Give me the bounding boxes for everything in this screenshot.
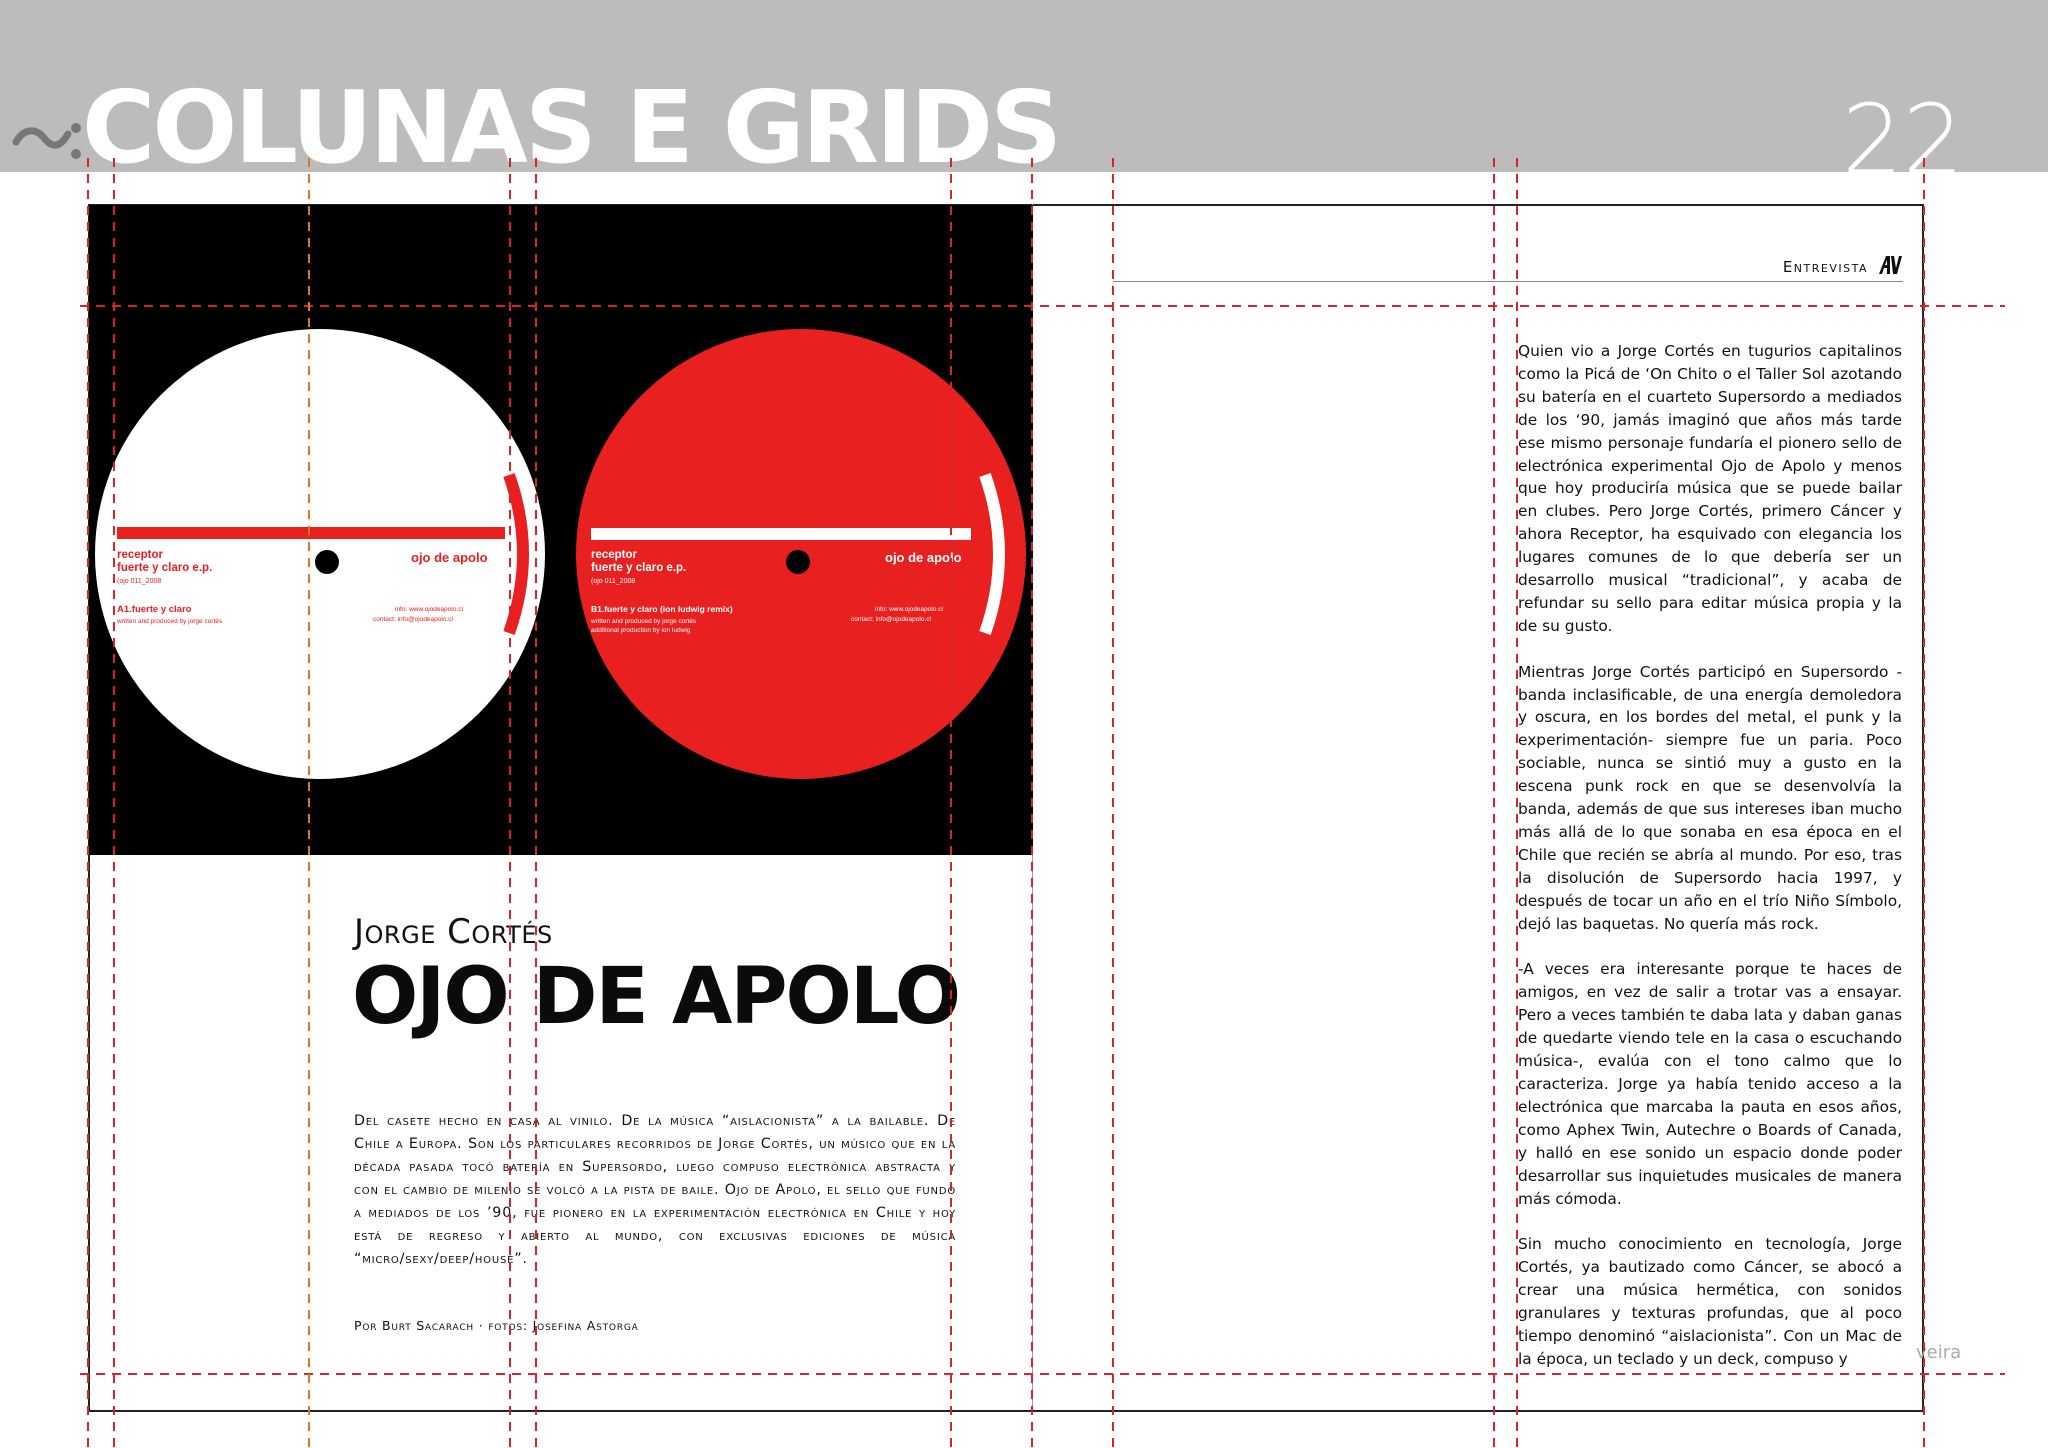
body-paragraph: Mientras Jorge Cortés participó en Supersordo -banda inclasificable, de una energía demoledora y oscura, en los bordes del metal, el punk y la experimentación- siempre fue un paria. Poco sociable, nunca se sintió muy a gusto en la escena punk rock en que se desenvolvía la banda, además de que sus intereses iban mucho más allá de lo que sonaba en esa época en el Chile que recién se abría al mundo. Por eso, tras la disolución de Supersordo hacia 1997, y después de tocar un año en el trío Niño Símbolo, dejó las baquetas. No quería más rock. <box>1518 662 1902 933</box>
tilde-colon-mark-icon <box>12 114 82 164</box>
body-paragraph: Quien vio a Jorge Cortés en tugurios capitalinos como la Picá de ‘On Chito o el Taller Sol azotando su batería en el cuarteto Supersordo a mediados de los ‘90, jamás imaginó que años más tarde ese mismo personaje fundaría el pionero sello de electrónica experimental Ojo de Apolo y menos que hoy produciría música que se puede bailar en clubes. Pero Jorge Cortés, primero Cáncer y ahora Receptor, ha esquivado con elegancia los lugares comunes de lo que debería ser un desarrollo musical “tradicional”, y acaba de refundar su sello para editar música propia y la de su gusto. <box>1518 342 1902 635</box>
article-lead: Del casete hecho en casa al vinilo. De la música “aislacionista” a la bailable. De Chile a Europa. Son los particulares recorridos de Jorge Cortés, un músico que en la década pasada tocó batería en Supersordo, luego compuso electrónica abstracta y con el cambio de milenio se volcó a la pista de baile. Ojo de Apolo, el sello que fundó a mediados de los ’90, fue pionero en la experimentación electrónica en Chile y hoy está de regreso y abierto al mundo, con exclusivas ediciones de música “micro/sexy/deep/house”. <box>354 1113 956 1267</box>
red-record-info: info: www.ojodeapolo.cl <box>875 606 943 613</box>
av-logo-icon <box>1878 255 1902 275</box>
article-kicker: Jorge Cortés <box>354 912 553 952</box>
red-record-track-credit: written and produced by jorge cortés <box>591 618 697 625</box>
white-record-track-credit: written and produced by jorge cortés <box>117 618 223 625</box>
records-illustration <box>89 205 1033 855</box>
page-title: COLUNAS E GRIDS <box>82 69 1060 186</box>
record-photo <box>89 205 1033 855</box>
red-record-track-credit-2: additional production by ion ludwig <box>591 627 691 634</box>
margin-fragment: veira <box>1916 1342 1962 1363</box>
white-record-contact: contact: info@ojodeapolo.cl <box>373 616 453 623</box>
white-record-catalog: (ojo 011_2008 <box>117 578 162 585</box>
white-record-info: info: www.ojodeapolo.cl <box>395 606 463 613</box>
white-record-release: fuerte y claro e.p. <box>117 562 213 574</box>
white-record <box>95 329 545 779</box>
red-record-artist: receptor <box>591 549 638 561</box>
right-page-top-rule <box>1113 281 1903 282</box>
white-record-track: A1.fuerte y claro <box>117 604 192 615</box>
body-column <box>1518 340 1902 1370</box>
body-paragraph: Sin mucho conocimiento en tecnología, Jorge Cortés, ya bautizado como Cáncer, se abocó a crear una música hermética, con sonidos granulares y texturas profundas, que al poco tiempo denominó “aislacionista”. Con un Mac de la época, un teclado y un deck, compuso y <box>1518 1235 1902 1368</box>
page-number: 22 <box>1841 84 1964 196</box>
section-label: Entrevista <box>1782 258 1868 276</box>
article-headline: OJO DE APOLO <box>352 952 960 1042</box>
red-record-catalog: (ojo 011_2008 <box>591 578 636 585</box>
white-record-artist: receptor <box>117 549 164 561</box>
red-record-contact: contact: info@ojodeapolo.cl <box>851 616 931 623</box>
body-paragraph: -A veces era interesante porque te haces de amigos, en vez de salir a trotar vas a ensayar. Pero a veces también te daba lata y daban ganas de quedarte viendo tele en la casa o escuchando música-, evalúa con el tono calmo que lo caracteriza. Jorge ya había tenido acceso a la electrónica que marcaba la pauta en esos años, como Aphex Twin, Autechre o Boards of Canada, y halló en ese sonido un espacio donde poder desarrollar sus inquietudes musicales de manera más cómoda. <box>1518 960 1902 1208</box>
article-credit: Por Burt Sacarach · fotos: Josefina Astorga <box>354 1318 639 1333</box>
red-record-label: ojo de apolo <box>885 550 962 565</box>
red-record-track: B1.fuerte y claro (ion ludwig remix) <box>591 604 733 614</box>
red-record <box>576 329 1026 779</box>
white-record-label: ojo de apolo <box>411 550 488 565</box>
red-record-release: fuerte y claro e.p. <box>591 562 687 574</box>
